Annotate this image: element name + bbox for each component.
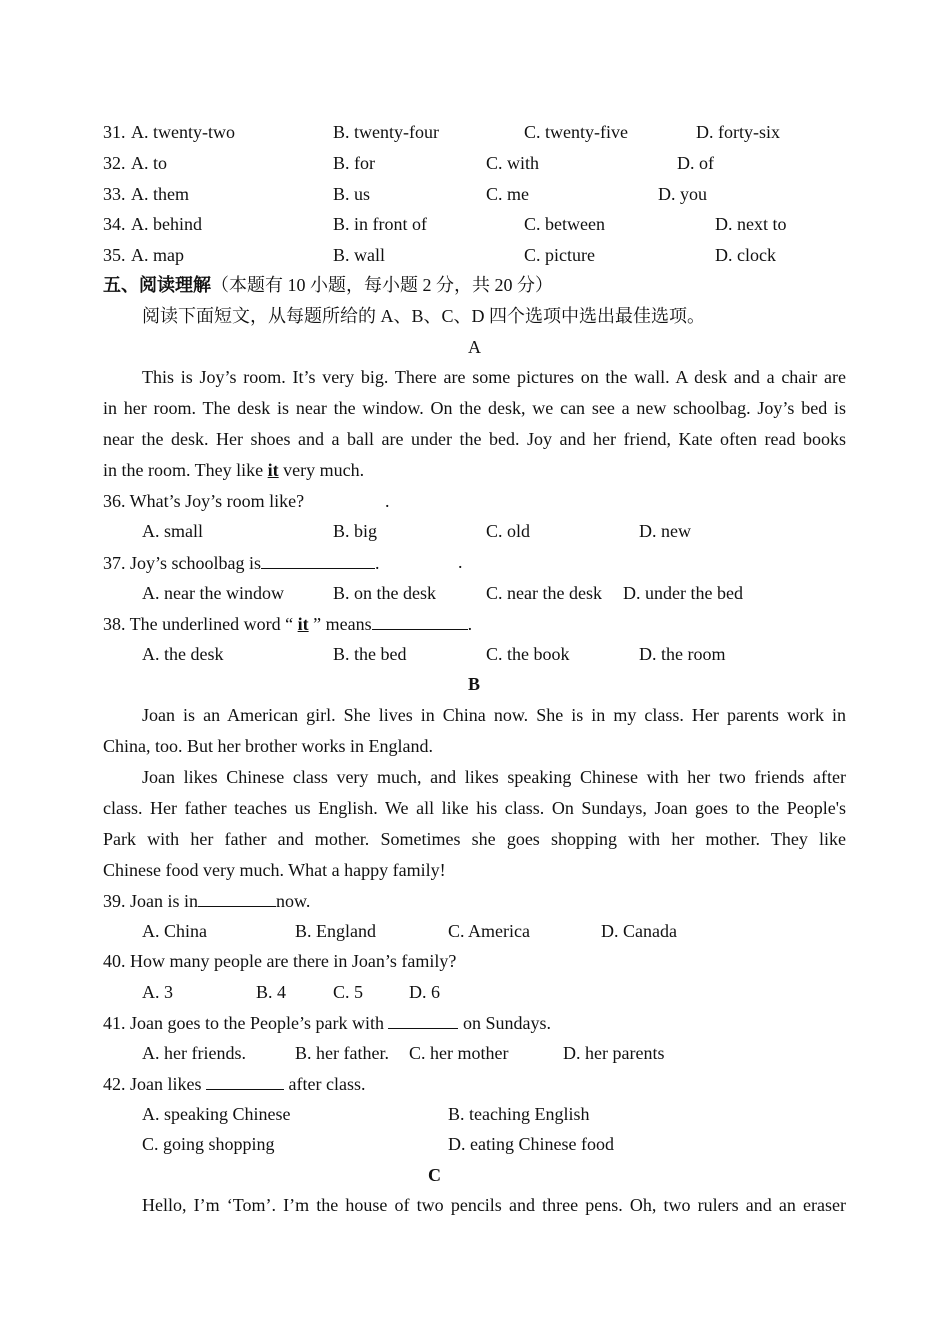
option-d: D. eating Chinese food xyxy=(448,1134,614,1154)
passage-c-label: C xyxy=(428,1165,441,1185)
question-37-stem xyxy=(103,550,380,574)
stem-text: after class. xyxy=(284,1074,366,1094)
option-a: A. the desk xyxy=(142,644,224,664)
option-b: B. on the desk xyxy=(333,583,436,603)
question-number: 33. xyxy=(103,184,126,204)
underlined-word: it xyxy=(297,614,309,634)
text-segment: very much. xyxy=(278,460,365,480)
option-b: B. 4 xyxy=(256,982,287,1002)
answer-blank xyxy=(388,1010,458,1029)
passage-b-line: class. Her father teaches us English. We all like his class. On Sundays, Joan goes to the People's xyxy=(103,798,846,818)
passage-b-line: China, too. But her brother works in England. xyxy=(103,736,433,756)
option-b: B. teaching English xyxy=(448,1104,590,1124)
stem-text: on Sundays. xyxy=(458,1013,551,1033)
question-36-tail: . xyxy=(385,491,390,511)
passage-b-line: Chinese food very much. What a happy family! xyxy=(103,860,446,880)
option-a: A. near the window xyxy=(142,583,284,603)
answer-blank xyxy=(206,1071,284,1090)
stem-text: 37. Joy’s schoolbag is xyxy=(103,553,262,573)
question-42-stem xyxy=(103,1071,365,1095)
question-39-stem xyxy=(103,888,310,912)
option-a: A. small xyxy=(142,521,203,541)
question-40-stem: 40. How many people are there in Joan’s family? xyxy=(103,951,457,971)
passage-a-line: This is Joy’s room. It’s very big. There are some pictures on the wall. A desk and a chair are xyxy=(142,367,846,387)
option-d: D. forty-six xyxy=(696,122,780,142)
stem-dot: . xyxy=(375,553,380,573)
passage-b-line: Joan likes Chinese class very much, and likes speaking Chinese with her two friends after xyxy=(142,767,846,787)
question-number: 31. xyxy=(103,122,126,142)
option-d: D. clock xyxy=(715,245,776,265)
question-number: 35. xyxy=(103,245,126,265)
question-38-stem xyxy=(103,611,472,635)
answer-blank xyxy=(261,550,375,569)
option-a: A. them xyxy=(131,184,189,204)
section-heading xyxy=(103,273,553,297)
passage-a-line: in her room. The desk is near the window. On the desk, we can see a new schoolbag. Joy’s bed is xyxy=(103,398,846,418)
option-c: C. the book xyxy=(486,644,570,664)
question-number: 32. xyxy=(103,153,126,173)
stem-dot: . xyxy=(467,614,473,634)
stem-text: now. xyxy=(276,891,311,911)
option-a: A. her friends. xyxy=(142,1043,246,1063)
section-instruction: 阅读下面短文，从每题所给的 A、B、C、D 四个选项中选出最佳选项。 xyxy=(142,306,706,326)
option-d: D. you xyxy=(658,184,707,204)
option-d: D. the room xyxy=(639,644,726,664)
stem-text: ” means xyxy=(308,614,372,634)
option-b: B. in front of xyxy=(333,214,427,234)
passage-c-line: Hello, I’m ‘Tom’. I’m the house of two pencils and three pens. Oh, two rulers and an eraser xyxy=(142,1195,846,1215)
option-b: B. the bed xyxy=(333,644,407,664)
option-c: C. twenty-five xyxy=(524,122,628,142)
option-c: C. America xyxy=(448,921,530,941)
option-a: A. twenty-two xyxy=(131,122,235,142)
option-a: A. to xyxy=(131,153,167,173)
option-d: D. next to xyxy=(715,214,787,234)
option-c: C. going shopping xyxy=(142,1134,275,1154)
option-a: A. behind xyxy=(131,214,202,234)
option-b: B. us xyxy=(333,184,371,204)
option-b: B. twenty-four xyxy=(333,122,439,142)
text-segment: in the room. They like xyxy=(103,460,268,480)
option-c: C. 5 xyxy=(333,982,364,1002)
option-c: C. near the desk xyxy=(486,583,602,603)
question-36-stem: 36. What’s Joy’s room like? xyxy=(103,491,305,511)
section-title: 五、阅读理解 xyxy=(103,275,211,295)
underlined-word: it xyxy=(267,460,279,480)
stem-text: 42. Joan likes xyxy=(103,1074,206,1094)
question-37-tail: . xyxy=(458,552,463,572)
option-d: D. under the bed xyxy=(623,583,743,603)
option-c: C. picture xyxy=(524,245,595,265)
passage-b-label: B xyxy=(468,674,481,694)
passage-b-line: Joan is an American girl. She lives in China now. She is in my class. Her parents work in xyxy=(142,705,846,725)
option-d: D. of xyxy=(677,153,714,173)
option-c: C. her mother xyxy=(409,1043,509,1063)
stem-text: 41. Joan goes to the People’s park with xyxy=(103,1013,389,1033)
option-b: B. big xyxy=(333,521,378,541)
option-a: A. 3 xyxy=(142,982,173,1002)
option-d: D. Canada xyxy=(601,921,677,941)
option-b: B. for xyxy=(333,153,375,173)
option-c: C. old xyxy=(486,521,531,541)
passage-a-last-line xyxy=(103,458,364,482)
stem-text: 39. Joan is in xyxy=(103,891,199,911)
section-note: （本题有 10 小题，每小题 2 分，共 20 分） xyxy=(211,275,553,295)
passage-b-line: Park with her father and mother. Sometimes she goes shopping with her mother. They like xyxy=(103,829,846,849)
option-b: B. her father. xyxy=(295,1043,389,1063)
question-number: 34. xyxy=(103,214,126,234)
answer-blank xyxy=(198,888,276,907)
option-c: C. with xyxy=(486,153,540,173)
option-b: B. England xyxy=(295,921,376,941)
option-c: C. me xyxy=(486,184,529,204)
stem-text: 38. The underlined word “ xyxy=(103,614,298,634)
answer-blank xyxy=(372,611,468,630)
option-d: D. new xyxy=(639,521,691,541)
option-d: D. her parents xyxy=(563,1043,665,1063)
option-b: B. wall xyxy=(333,245,385,265)
question-41-stem xyxy=(103,1010,551,1034)
option-d: D. 6 xyxy=(409,982,440,1002)
option-a: A. map xyxy=(131,245,184,265)
passage-a-line: near the desk. Her shoes and a ball are under the bed. Joy and her friend, Kate often read books xyxy=(103,429,846,449)
option-a: A. China xyxy=(142,921,207,941)
option-c: C. between xyxy=(524,214,605,234)
passage-a-label: A xyxy=(468,337,481,357)
option-a: A. speaking Chinese xyxy=(142,1104,291,1124)
